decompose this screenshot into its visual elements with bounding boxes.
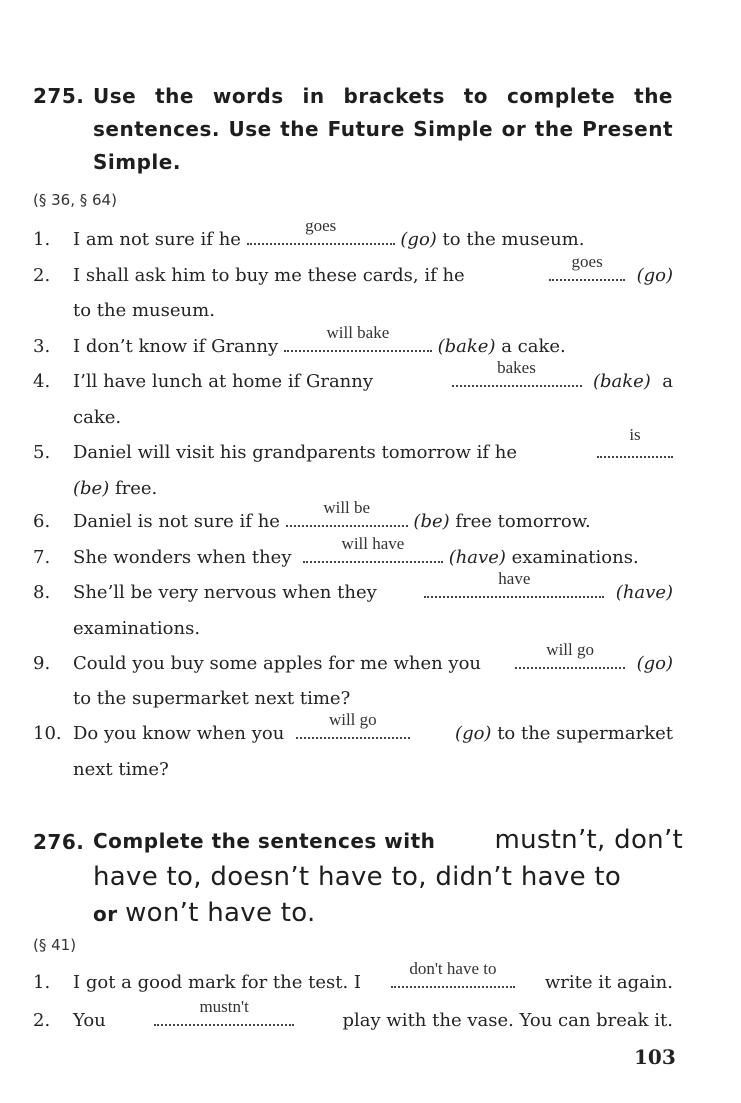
handwritten-answer: will bake — [326, 323, 390, 342]
sentence-276-2: 2. You mustn't play with the vase. You can break it. — [33, 1008, 673, 1034]
exercise-instruction: Complete the sentences with — [93, 829, 436, 853]
sentence-3: 3. I don’t know if Granny will bake (bake) a cake. — [33, 334, 673, 360]
sentence-5-continuation: (be) free. — [73, 478, 158, 499]
answer-blank — [296, 710, 410, 739]
exercise-275-heading — [33, 80, 683, 180]
answer-blank — [303, 534, 443, 563]
sentence-276-1: 1. I got a good mark for the test. I don't have to write it again. — [33, 970, 673, 996]
sentence-4: 4. I’ll have lunch at home if Granny bakes (bake) a — [33, 369, 673, 395]
sentence-2-continuation: to the museum. — [73, 300, 215, 321]
sentence-1: 1. I am not sure if he goes (go) to the museum. — [33, 227, 673, 253]
answer-blank — [284, 323, 432, 352]
handwritten-answer: goes — [305, 216, 337, 235]
answer-blank — [549, 252, 625, 281]
grammar-reference: (§ 36, § 64) — [33, 191, 117, 209]
answer-blank — [597, 425, 673, 458]
modal-options: have to, doesn’t have to, didn’t have to — [93, 862, 622, 892]
sentence-4-continuation: cake. — [73, 407, 122, 428]
sentence-7: 7. She wonders when they will have (have) examinations. — [33, 545, 673, 571]
sentence-5: 5. Daniel will visit his grandparents tomorrow if he is — [33, 440, 673, 466]
sentence-8: 8. She’ll be very nervous when they have (have) — [33, 580, 673, 606]
grammar-reference: (§ 41) — [33, 936, 77, 954]
handwritten-answer: will have — [341, 534, 405, 553]
sentence-9: 9. Could you buy some apples for me when you will go (go) — [33, 651, 673, 677]
answer-blank — [424, 569, 604, 598]
handwritten-answer: will go — [546, 640, 594, 659]
answer-blank — [515, 640, 625, 669]
exercise-number: 276. — [33, 830, 85, 854]
modal-options: mustn’t, don’t — [494, 825, 683, 855]
answer-blank — [154, 997, 294, 1026]
handwritten-answer: bakes — [497, 358, 536, 377]
sentence-2: 2. I shall ask him to buy me these cards, if he goes (go) — [33, 263, 673, 289]
sentence-10: 10. Do you know when you will go (go) to the supermarket — [33, 721, 673, 747]
page-number: 103 — [634, 1045, 676, 1069]
sentence-10-continuation: next time? — [73, 759, 169, 780]
answer-blank — [391, 959, 515, 988]
handwritten-answer: is — [629, 425, 641, 444]
handwritten-answer: mustn't — [199, 997, 249, 1016]
sentence-6: 6. Daniel is not sure if he will be (be) free tomorrow. — [33, 509, 673, 535]
sentence-8-continuation: examinations. — [73, 618, 201, 639]
handwritten-answer: will be — [323, 498, 371, 517]
sentence-9-continuation: to the supermarket next time? — [73, 688, 351, 709]
exercise-number: 275. — [33, 84, 85, 108]
handwritten-answer: don't have to — [409, 959, 497, 978]
answer-blank — [247, 216, 395, 245]
answer-blank — [286, 498, 408, 527]
handwritten-answer: goes — [571, 252, 603, 271]
exercise-instruction: Use the words in brackets to complete the sentences. Use the Future Simple or the Present Simple. — [93, 84, 673, 174]
answer-blank — [452, 358, 582, 387]
modal-options: won’t have to. — [125, 898, 316, 928]
exercise-276-heading: 276. Complete the sentences with mustn’t, don’t have to, doesn’t have to, didn’t have to or won’t have to. — [33, 822, 683, 932]
handwritten-answer: will go — [328, 710, 377, 729]
handwritten-answer: have — [498, 569, 531, 588]
